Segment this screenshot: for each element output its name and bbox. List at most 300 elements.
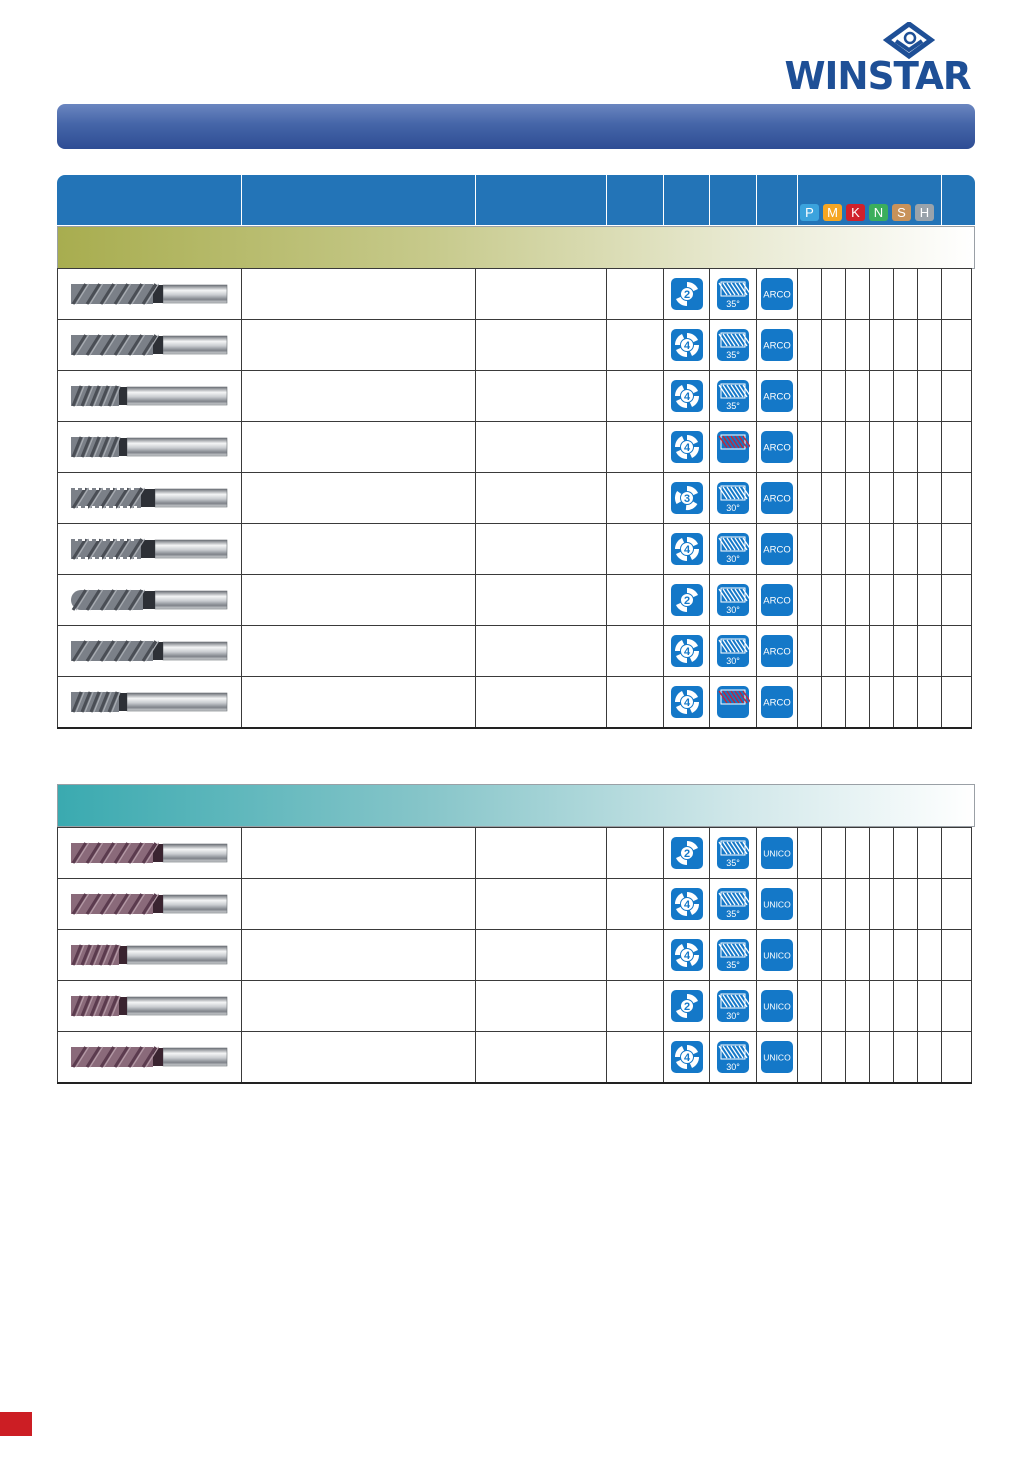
empty-cell: [476, 473, 607, 524]
flutes-2-icon: [670, 277, 704, 311]
empty-cell: [894, 626, 918, 677]
empty-cell: [798, 524, 822, 575]
end-mill-image: [67, 685, 233, 719]
empty-cell: [242, 981, 476, 1032]
helix-cell: [710, 524, 757, 575]
helix-angle-icon: [716, 328, 750, 362]
section-band-2: [57, 784, 975, 827]
coating-cell: [757, 422, 798, 473]
svg-text:30°: 30°: [726, 656, 740, 666]
end-mill-image: [67, 938, 233, 972]
empty-cell: [822, 677, 846, 729]
empty-cell: [894, 677, 918, 729]
empty-cell: [242, 677, 476, 729]
flutes-cell: [664, 575, 710, 626]
coating-arco-icon: [760, 328, 794, 362]
end-mill-image: [67, 583, 233, 617]
empty-cell: [822, 473, 846, 524]
empty-cell: [822, 879, 846, 930]
empty-cell: [846, 269, 870, 320]
empty-cell: [894, 524, 918, 575]
section-band-1: [57, 226, 975, 269]
empty-cell: [798, 422, 822, 473]
iso-badge-n: N: [869, 204, 888, 221]
svg-text:ARCO: ARCO: [763, 646, 791, 658]
empty-cell: [822, 422, 846, 473]
tool-image: [58, 930, 242, 981]
helix-cell: [710, 981, 757, 1032]
empty-cell: [607, 1032, 664, 1084]
coating-arco-icon: [760, 532, 794, 566]
coating-arco-icon: [760, 277, 794, 311]
empty-cell: [607, 930, 664, 981]
empty-cell: [822, 626, 846, 677]
variable-helix-icon: [716, 685, 750, 719]
helix-cell: [710, 930, 757, 981]
empty-cell: [607, 981, 664, 1032]
flutes-3-icon: [670, 481, 704, 515]
empty-cell: [870, 930, 894, 981]
flutes-2-icon: [670, 583, 704, 617]
flutes-4-icon: [670, 379, 704, 413]
empty-cell: [607, 473, 664, 524]
product-table-1: [57, 268, 972, 729]
empty-cell: [242, 626, 476, 677]
svg-text:2: 2: [683, 1001, 690, 1013]
empty-cell: [870, 320, 894, 371]
empty-cell: [870, 677, 894, 729]
helix-angle-icon: [716, 532, 750, 566]
helix-cell: [710, 575, 757, 626]
flutes-cell: [664, 677, 710, 729]
empty-cell: [476, 524, 607, 575]
svg-text:4: 4: [683, 391, 690, 403]
helix-cell: [710, 677, 757, 729]
table-row: [58, 575, 972, 626]
flutes-4-icon: [670, 430, 704, 464]
coating-cell: [757, 677, 798, 729]
empty-cell: [894, 879, 918, 930]
empty-cell: [846, 828, 870, 879]
empty-cell: [822, 981, 846, 1032]
coating-unico-icon: [760, 938, 794, 972]
flutes-cell: [664, 269, 710, 320]
empty-cell: [242, 575, 476, 626]
svg-text:30°: 30°: [726, 503, 740, 513]
coating-unico-icon: [760, 887, 794, 921]
svg-text:UNICO: UNICO: [763, 1052, 791, 1063]
empty-cell: [894, 575, 918, 626]
empty-cell: [870, 1032, 894, 1084]
empty-cell: [846, 1032, 870, 1084]
empty-cell: [894, 828, 918, 879]
empty-cell: [918, 828, 942, 879]
tool-image: [58, 320, 242, 371]
iso-badge-k: K: [846, 204, 865, 221]
empty-cell: [822, 371, 846, 422]
flutes-4-icon: [670, 532, 704, 566]
empty-cell: [918, 473, 942, 524]
svg-text:ARCO: ARCO: [763, 544, 791, 556]
flutes-4-icon: [670, 685, 704, 719]
coating-unico-icon: [760, 989, 794, 1023]
iso-badge-h: H: [915, 204, 934, 221]
empty-cell: [607, 677, 664, 729]
flutes-cell: [664, 524, 710, 575]
table-row: [58, 269, 972, 320]
flutes-4-icon: [670, 938, 704, 972]
empty-cell: [476, 626, 607, 677]
table-row: [58, 930, 972, 981]
empty-cell: [894, 930, 918, 981]
iso-badge-p: P: [800, 204, 819, 221]
empty-cell: [870, 422, 894, 473]
empty-cell: [846, 626, 870, 677]
empty-cell: [476, 320, 607, 371]
svg-text:4: 4: [683, 544, 690, 556]
helix-angle-icon: [716, 938, 750, 972]
empty-cell: [798, 879, 822, 930]
svg-text:35°: 35°: [726, 858, 740, 868]
empty-cell: [476, 828, 607, 879]
svg-text:30°: 30°: [726, 605, 740, 615]
coating-arco-icon: [760, 634, 794, 668]
helix-cell: [710, 1032, 757, 1084]
empty-cell: [476, 677, 607, 729]
svg-text:30°: 30°: [726, 554, 740, 564]
helix-cell: [710, 473, 757, 524]
svg-text:4: 4: [683, 950, 690, 962]
empty-cell: [607, 320, 664, 371]
coating-cell: [757, 473, 798, 524]
empty-cell: [822, 269, 846, 320]
tool-image: [58, 422, 242, 473]
svg-text:UNICO: UNICO: [763, 899, 791, 910]
coating-arco-icon: [760, 583, 794, 617]
empty-cell: [798, 981, 822, 1032]
svg-text:35°: 35°: [726, 909, 740, 919]
tool-image: [58, 677, 242, 729]
empty-cell: [942, 1032, 972, 1084]
helix-cell: [710, 626, 757, 677]
flutes-cell: [664, 828, 710, 879]
empty-cell: [894, 1032, 918, 1084]
empty-cell: [242, 524, 476, 575]
empty-cell: [942, 473, 972, 524]
empty-cell: [607, 422, 664, 473]
empty-cell: [822, 1032, 846, 1084]
table-row: [58, 626, 972, 677]
end-mill-image: [67, 989, 233, 1023]
empty-cell: [918, 1032, 942, 1084]
empty-cell: [942, 269, 972, 320]
empty-cell: [942, 879, 972, 930]
helix-cell: [710, 879, 757, 930]
empty-cell: [918, 930, 942, 981]
svg-text:30°: 30°: [726, 1011, 740, 1021]
empty-cell: [918, 626, 942, 677]
coating-arco-icon: [760, 685, 794, 719]
svg-text:35°: 35°: [726, 299, 740, 309]
svg-text:ARCO: ARCO: [763, 340, 791, 352]
empty-cell: [607, 269, 664, 320]
end-mill-image: [67, 634, 233, 668]
table-row: [58, 828, 972, 879]
svg-text:35°: 35°: [726, 960, 740, 970]
empty-cell: [942, 828, 972, 879]
empty-cell: [476, 879, 607, 930]
empty-cell: [846, 981, 870, 1032]
empty-cell: [242, 269, 476, 320]
helix-angle-icon: [716, 583, 750, 617]
coating-arco-icon: [760, 379, 794, 413]
flutes-4-icon: [670, 887, 704, 921]
tool-image: [58, 981, 242, 1032]
coating-arco-icon: [760, 481, 794, 515]
flutes-4-icon: [670, 328, 704, 362]
empty-cell: [918, 371, 942, 422]
coating-cell: [757, 320, 798, 371]
empty-cell: [894, 269, 918, 320]
svg-text:35°: 35°: [726, 350, 740, 360]
empty-cell: [942, 930, 972, 981]
empty-cell: [798, 930, 822, 981]
svg-text:ARCO: ARCO: [763, 697, 791, 709]
empty-cell: [242, 473, 476, 524]
empty-cell: [870, 575, 894, 626]
svg-text:30°: 30°: [726, 1062, 740, 1072]
svg-text:ARCO: ARCO: [763, 493, 791, 505]
empty-cell: [870, 626, 894, 677]
flutes-cell: [664, 371, 710, 422]
table-row: [58, 320, 972, 371]
end-mill-image: [67, 836, 233, 870]
helix-angle-icon: [716, 887, 750, 921]
product-table-2: [57, 827, 972, 1084]
empty-cell: [798, 320, 822, 371]
empty-cell: [798, 626, 822, 677]
empty-cell: [942, 626, 972, 677]
flutes-cell: [664, 981, 710, 1032]
empty-cell: [918, 677, 942, 729]
svg-text:UNICO: UNICO: [763, 950, 791, 961]
empty-cell: [476, 1032, 607, 1084]
empty-cell: [476, 269, 607, 320]
coating-cell: [757, 879, 798, 930]
tool-image: [58, 879, 242, 930]
table-row: [58, 981, 972, 1032]
empty-cell: [607, 828, 664, 879]
helix-cell: [710, 828, 757, 879]
empty-cell: [476, 930, 607, 981]
empty-cell: [918, 422, 942, 473]
empty-cell: [942, 524, 972, 575]
tool-image: [58, 575, 242, 626]
coating-cell: [757, 828, 798, 879]
iso-badge-s: S: [892, 204, 911, 221]
empty-cell: [476, 422, 607, 473]
empty-cell: [846, 575, 870, 626]
end-mill-image: [67, 481, 233, 515]
empty-cell: [894, 371, 918, 422]
empty-cell: [942, 320, 972, 371]
svg-text:4: 4: [683, 1052, 690, 1064]
end-mill-image: [67, 1040, 233, 1074]
empty-cell: [607, 575, 664, 626]
empty-cell: [798, 677, 822, 729]
empty-cell: [918, 575, 942, 626]
empty-cell: [870, 371, 894, 422]
svg-text:3: 3: [683, 493, 690, 505]
helix-angle-icon: [716, 481, 750, 515]
empty-cell: [822, 575, 846, 626]
empty-cell: [870, 473, 894, 524]
empty-cell: [846, 930, 870, 981]
tool-image: [58, 269, 242, 320]
table-row: [58, 1032, 972, 1084]
empty-cell: [918, 320, 942, 371]
coating-cell: [757, 269, 798, 320]
flutes-cell: [664, 879, 710, 930]
table-row: [58, 524, 972, 575]
coating-cell: [757, 524, 798, 575]
empty-cell: [870, 828, 894, 879]
flutes-4-icon: [670, 1040, 704, 1074]
svg-text:ARCO: ARCO: [763, 442, 791, 454]
empty-cell: [918, 524, 942, 575]
svg-text:2: 2: [683, 848, 690, 860]
empty-cell: [894, 320, 918, 371]
flutes-2-icon: [670, 836, 704, 870]
empty-cell: [242, 422, 476, 473]
empty-cell: [476, 575, 607, 626]
svg-text:ARCO: ARCO: [763, 391, 791, 403]
svg-text:2: 2: [683, 289, 690, 301]
empty-cell: [242, 320, 476, 371]
empty-cell: [822, 524, 846, 575]
empty-cell: [242, 828, 476, 879]
empty-cell: [242, 1032, 476, 1084]
empty-cell: [894, 473, 918, 524]
tool-image: [58, 626, 242, 677]
page-edge-tab: [0, 1412, 32, 1436]
empty-cell: [798, 828, 822, 879]
empty-cell: [942, 677, 972, 729]
flutes-cell: [664, 1032, 710, 1084]
empty-cell: [918, 981, 942, 1032]
table-row: [58, 422, 972, 473]
helix-cell: [710, 320, 757, 371]
svg-text:4: 4: [683, 646, 690, 658]
helix-cell: [710, 269, 757, 320]
svg-text:4: 4: [683, 899, 690, 911]
coating-arco-icon: [760, 430, 794, 464]
flutes-cell: [664, 320, 710, 371]
empty-cell: [607, 626, 664, 677]
empty-cell: [942, 422, 972, 473]
empty-cell: [870, 981, 894, 1032]
svg-text:ARCO: ARCO: [763, 595, 791, 607]
empty-cell: [870, 524, 894, 575]
end-mill-image: [67, 277, 233, 311]
empty-cell: [846, 879, 870, 930]
coating-unico-icon: [760, 836, 794, 870]
empty-cell: [846, 524, 870, 575]
empty-cell: [894, 981, 918, 1032]
helix-angle-icon: [716, 836, 750, 870]
empty-cell: [942, 575, 972, 626]
table-row: [58, 473, 972, 524]
flutes-cell: [664, 626, 710, 677]
empty-cell: [242, 930, 476, 981]
table-row: [58, 677, 972, 729]
helix-cell: [710, 371, 757, 422]
svg-text:35°: 35°: [726, 401, 740, 411]
tool-image: [58, 371, 242, 422]
iso-material-badges: [800, 204, 934, 221]
coating-cell: [757, 1032, 798, 1084]
empty-cell: [476, 981, 607, 1032]
flutes-2-icon: [670, 989, 704, 1023]
flutes-cell: [664, 473, 710, 524]
page-title-bar: [57, 104, 975, 149]
end-mill-image: [67, 328, 233, 362]
winstar-logo: [775, 22, 980, 100]
svg-text:ARCO: ARCO: [763, 289, 791, 301]
tool-image: [58, 473, 242, 524]
helix-angle-icon: [716, 379, 750, 413]
table-row: [58, 371, 972, 422]
empty-cell: [607, 371, 664, 422]
empty-cell: [798, 269, 822, 320]
empty-cell: [918, 269, 942, 320]
empty-cell: [798, 575, 822, 626]
helix-cell: [710, 422, 757, 473]
empty-cell: [846, 371, 870, 422]
helix-angle-icon: [716, 634, 750, 668]
empty-cell: [846, 473, 870, 524]
flutes-4-icon: [670, 634, 704, 668]
variable-helix-icon: [716, 430, 750, 464]
svg-text:UNICO: UNICO: [763, 848, 791, 859]
empty-cell: [822, 930, 846, 981]
coating-cell: [757, 575, 798, 626]
brand-name: WINSTAR: [784, 54, 971, 98]
empty-cell: [242, 371, 476, 422]
empty-cell: [846, 320, 870, 371]
empty-cell: [607, 524, 664, 575]
empty-cell: [942, 371, 972, 422]
empty-cell: [894, 422, 918, 473]
empty-cell: [846, 422, 870, 473]
helix-angle-icon: [716, 989, 750, 1023]
tool-image: [58, 524, 242, 575]
tool-image: [58, 1032, 242, 1084]
empty-cell: [798, 371, 822, 422]
coating-unico-icon: [760, 1040, 794, 1074]
empty-cell: [798, 473, 822, 524]
end-mill-image: [67, 887, 233, 921]
empty-cell: [846, 677, 870, 729]
flutes-cell: [664, 422, 710, 473]
svg-text:4: 4: [683, 697, 690, 709]
empty-cell: [798, 1032, 822, 1084]
svg-text:4: 4: [683, 442, 690, 454]
empty-cell: [942, 981, 972, 1032]
empty-cell: [870, 879, 894, 930]
empty-cell: [607, 879, 664, 930]
coating-cell: [757, 930, 798, 981]
